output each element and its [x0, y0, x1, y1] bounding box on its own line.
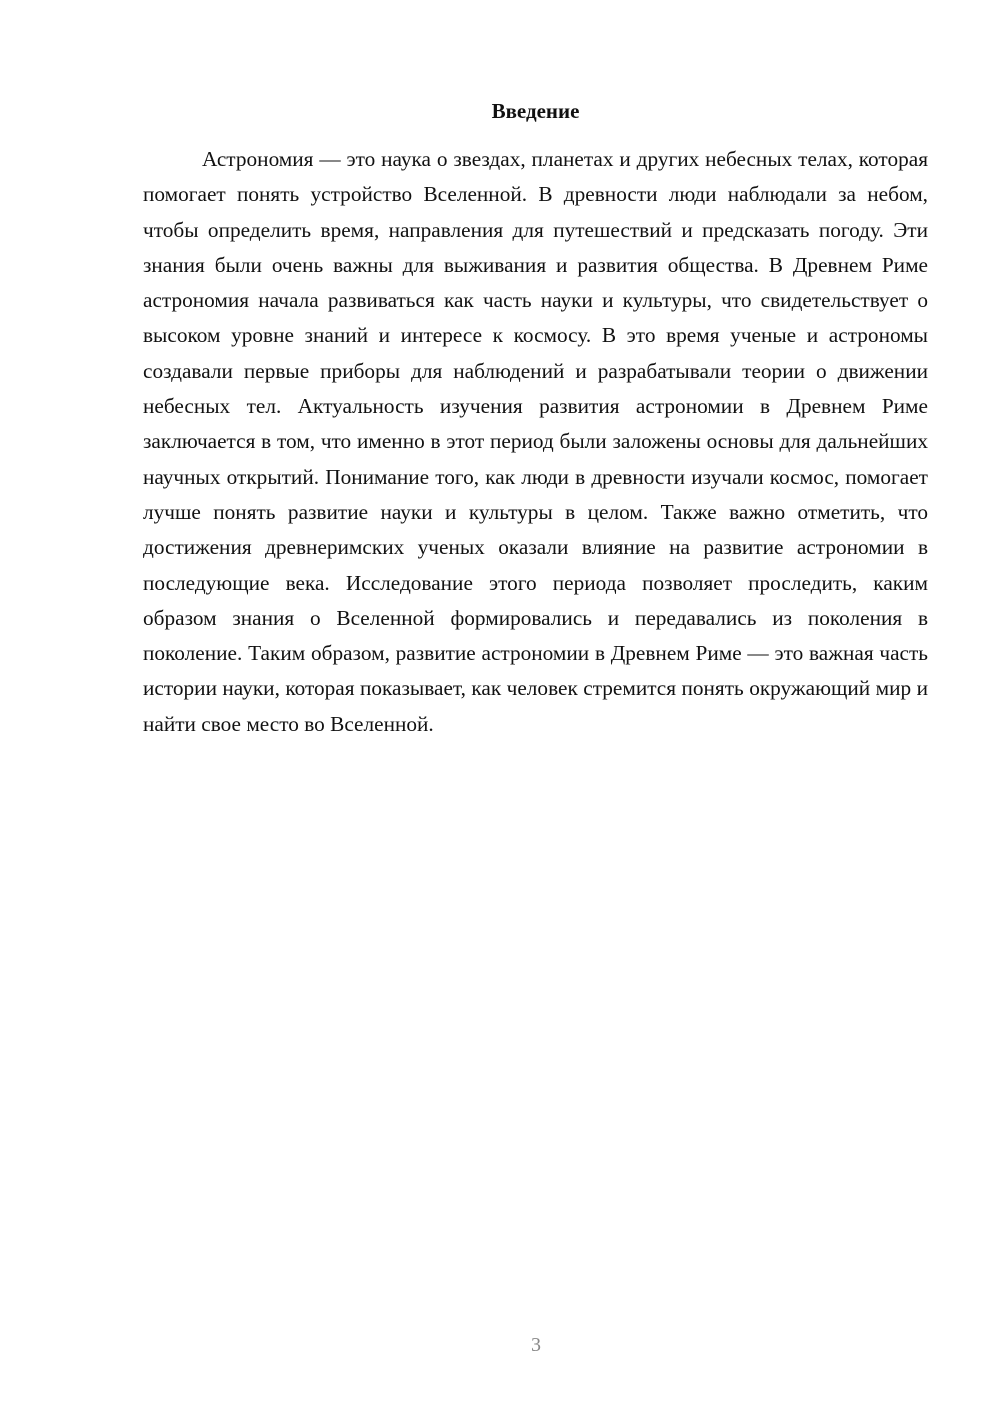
- intro-paragraph: Астрономия — это наука о звездах, планетах и других небесных телах, которая помогает понять устройство Вселенной. В древности люди наблюдали за небом, чтобы определить время, направления для путешествий и предсказать погоду. Эти знания были очень важны для выживания и развития общества. В Древнем Риме астрономия начала развиваться как часть науки и культуры, что свидетельствует о высоком уровне знаний и интересе к космосу. В это время ученые и астрономы создавали первые приборы для наблюдений и разрабатывали теории о движении небесных тел. Актуальность изучения развития астрономии в Древнем Риме заключается в том, что именно в этот период были заложены основы для дальнейших научных открытий. Понимание того, как люди в древности изучали космос, помогает лучше понять развитие науки и культуры в целом. Также важно отметить, что достижения древнеримских ученых оказали влияние на развитие астрономии в последующие века. Исследование этого периода позволяет проследить, каким образом знания о Вселенной формировались и передавались из поколения в поколение. Таким образом, развитие астрономии в Древнем Риме — это важная часть истории науки, которая показывает, как человек стремится понять окружающий мир и найти свое место во Вселенной.: [143, 147, 928, 736]
- section-heading: Введение: [491, 99, 580, 123]
- page-number: 3: [531, 1334, 541, 1356]
